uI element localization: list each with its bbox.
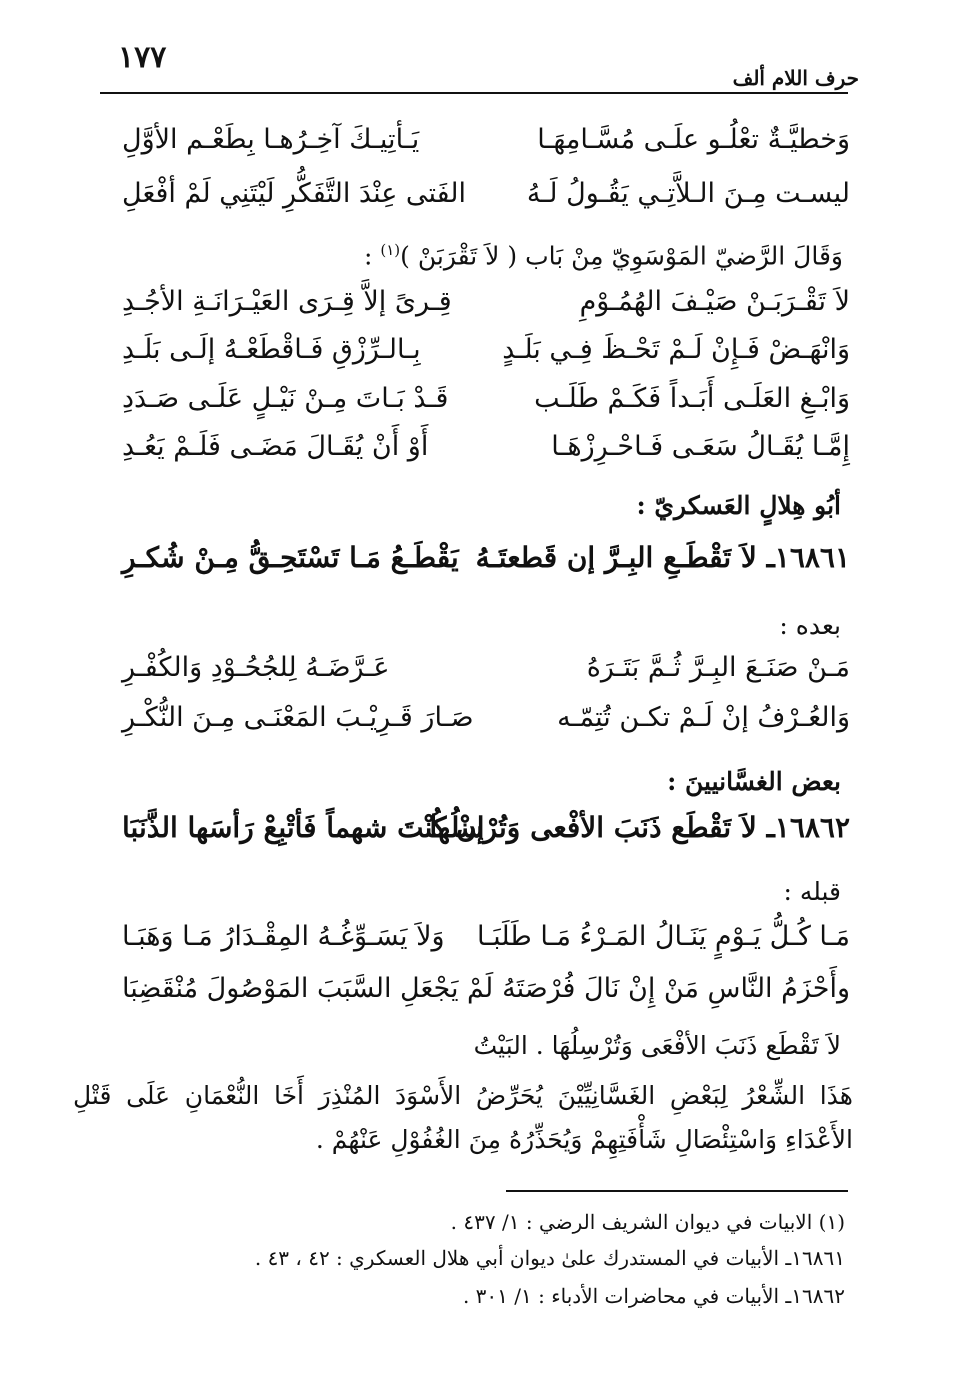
footnote: ١٦٨٦١ـ الأبيات في المستدرك علىٰ ديوان أبي هلال العسكري : ٤٢ ، ٤٣ . [254, 1246, 845, 1270]
verse-first-hemistich: وَخطيَّـةٌ تعْلُـو علَـى مُسَّـامِهَـا [537, 124, 850, 155]
verse-first-hemistich: لاَ تَقْـرَبَـنْ صَيْـفَ الهُمُـوْمِ [579, 286, 850, 317]
verse-line [110, 646, 850, 692]
header-rule [100, 92, 848, 94]
verse-second-hemistich: الفَتى عِنْدَ التَّفَكُّرِ لَيْتَنِي لَمْ أفْعَلِ [122, 178, 466, 209]
verse-first-hemistich: ١٦٨٦٢ـ لاَ تَقْطَع ذَنَبَ الأفْعى وَتُرْسلُها [429, 811, 850, 844]
verse-line [110, 172, 850, 218]
verse-line [110, 118, 850, 164]
verse-second-hemistich: عَـرَّضَـهُ لِلجُحُـوْدِ وَالكُفْـرِ [122, 652, 390, 683]
footnote: (١) الابيات في ديوان الشريف الرضي : ١/ ٤٣٧ . [450, 1210, 845, 1234]
verse-first-hemistich: مَـنْ صَنَـعَ البِـرَّ ثُـمَّ بَتَـرَهُ [586, 652, 850, 683]
context-label: بعده : [779, 611, 841, 640]
verse-second-hemistich: يَـأتِيـكَ آخِـرُهـا بِطَعْـم الأوَّلِ [122, 124, 420, 155]
verse-second-hemistich: بِـالـرِّزْقِ فَـاقْطَعْـهُ إلَـى بَلَـدِ [122, 334, 421, 365]
verse-line [110, 377, 850, 423]
poet-intro-colon: : [363, 241, 381, 271]
verse-line [110, 425, 850, 471]
poet-name: أبُو هِلالٍ العَسكريّ : [636, 491, 841, 520]
poet-intro-text: وَقَالَ الرَّضيّ المَوْسَوِيّ مِنْ بَاب ( لاَ تَقْرَبَنْ ) [400, 241, 843, 271]
verse-first-hemistich: وَانْهَـضْ فَـإِنْ لَـمْ تَحْـظَ فِـي بَلَـدٍ [502, 334, 850, 365]
verse-quote: لاَ تَقْطَع ذَنَبَ الأفْعَى وَتُرْسِلُهَا . البَيْتُ [473, 1031, 841, 1060]
poet-name: بعض الغسَّانيينَ : [667, 767, 841, 796]
verse-line [110, 696, 850, 742]
verse-line [110, 915, 850, 961]
verse-second-hemistich: قَـدْ بَـاتَ مِـنْ نَيْـلٍ عَلَـى صَـدَدِ [122, 383, 449, 414]
running-head: حرف اللام ألف [732, 66, 859, 90]
verse-second-hemistich: وَلاَ يَسَـوِّغُـهُ المِقْـدَارُ مَـا وَهَبَـا [122, 921, 445, 952]
verse-line [110, 328, 850, 374]
verse-second-hemistich: أَوْ أَنْ يُقَـالَ مَضَـى فَلَـمْ يَعُـدِ [122, 431, 429, 462]
verse-second-hemistich: قِـرىً إلاَّ قِـرَى العَيْـرَانَـةِ الأجُـدِ [122, 286, 452, 317]
verse-first-hemistich: وَالعُـرْفُ إنْ لَـمْ تكـن تُتِمّـه [557, 702, 850, 733]
proverb-verse [110, 806, 850, 852]
poet-intro [364, 230, 843, 276]
context-label: قبله : [783, 877, 841, 906]
commentary-paragraph: هَذَا الشِّعْرُ لِبَعْضِ الغَسَّانِيِّيْنَ يُحَرِّضُ الأَسْوَدَ المُنْذِرَ أَخَا النُّعْمَانِ عَلَى قَتْلِ الأَعْدَاءِ وَاسْتِئْصَالِ شَأْفَتِهِمْ وَيُحَذِّرُهُ مِنَ الغُفُوْلِ عَنْهُمْ . [73, 1081, 853, 1154]
verse-second-hemistich: صَـارَ قَـرِيْـبَ المَعْنَـى مِـنَ النُّكْـرِ [122, 702, 474, 733]
verse-second-hemistich: يَقْطَـعُ مَـا تَسْتَحِـقُّ مِـنْ شُكـرِ [122, 541, 459, 574]
verse-second-hemistich: إنْ كُنْتَ شهماً فَأتْبِعْ رَأسَها الذَّنَبَا [122, 811, 485, 844]
verse-first-hemistich: مَـا كُـلُّ يَـوْمٍ يَنَـالُ المَـرْءُ مَـا طَلَبَـا [477, 921, 850, 952]
verse-first-hemistich: ليسـت مِـنَ الـلاَّتِـي يَقُـولُ لَـهُ [526, 178, 850, 209]
verse-first-hemistich: ١٦٨٦١ـ لاَ تَقْطَـعِ البِـرَّ إن قَطعتَـهُ [475, 541, 850, 574]
footnote: ١٦٨٦٢ـ الأبيات في محاضرات الأدباء : ١/ ٣٠١ . [462, 1284, 845, 1308]
verse-first-hemistich: وأَحْزَمُ النَّاسِ مَنْ إِنْ نَالَ فُرْصَتَهُ [502, 973, 850, 1004]
proverb-verse [110, 536, 850, 582]
page-number: ١٧٧ [118, 40, 167, 75]
footnote-rule [506, 1190, 848, 1192]
verse-line [110, 280, 850, 326]
verse-first-hemistich: وَابْـغِ العَلَـى أَبَـداً فَكَـمْ طَلَـب [534, 383, 850, 414]
footnote-ref: (١) [380, 241, 401, 259]
verse-line [110, 967, 850, 1013]
verse-first-hemistich: إِمَّـا يُقَـالُ سَعَـى فَـاحْـرِزْهَـا [551, 431, 850, 462]
verse-second-hemistich: لَمْ يَجْعَلِ السَّبَبَ المَوْصُولَ مُنْقَضِبَا [122, 973, 494, 1004]
